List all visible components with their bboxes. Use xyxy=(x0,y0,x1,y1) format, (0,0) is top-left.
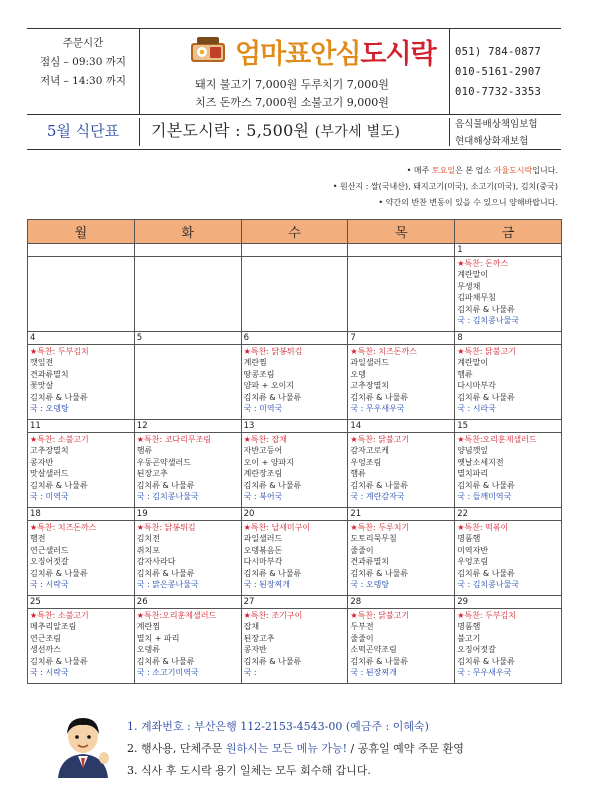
soup-item: 국 : 시락국 xyxy=(30,580,69,590)
soup-item: 국 : 맑은콩나물국 xyxy=(136,580,199,590)
side-dish: 생선까스 xyxy=(30,645,61,655)
side-dish: 오징어젓갈 xyxy=(30,557,69,567)
phone-numbers xyxy=(455,42,565,102)
container-return-note: 3. 식사 후 도시락 용기 일체는 모두 회수해 갑니다. xyxy=(127,764,371,777)
side-dish: 오뎅 xyxy=(350,369,366,379)
bank-account: 1. 계좌번호 : 부산은행 112-2153-4543-00 (예금주 : 이혜숙) xyxy=(127,720,429,733)
menu-cell xyxy=(134,345,241,420)
side-dish: 김치류 & 나물류 xyxy=(457,480,515,490)
day-number: 4 xyxy=(28,332,135,345)
side-dish: 자반고등어 xyxy=(243,446,283,456)
side-dish: 잡채 xyxy=(243,622,260,632)
side-dish: 오뎅류 xyxy=(136,645,160,655)
soup-item: 국 : 미역국 xyxy=(30,492,69,502)
side-dish: 김치류 & 나물류 xyxy=(30,480,88,490)
special-dish: ★특찬: 소불고기 xyxy=(30,611,89,620)
side-dish: 옛날소세지전 xyxy=(457,457,504,467)
notice-origin: • 원산지 : 쌀(국내산), 돼지고기(미국), 소고기(미국), 김치(중국) xyxy=(332,182,558,191)
side-dish: 쥐치포 xyxy=(136,545,160,555)
lunch-deadline: 점심 – 09:30 까지 xyxy=(39,56,127,68)
dinner-deadline: 저녁 – 14:30 까지 xyxy=(39,75,127,87)
menu-cell xyxy=(28,257,135,332)
day-number: 29 xyxy=(455,596,562,609)
day-number: 28 xyxy=(348,596,455,609)
notice-text: • 매주 xyxy=(406,166,432,175)
side-dish: 김치류 & 나물류 xyxy=(136,656,195,666)
day-number-row xyxy=(28,332,562,345)
special-dish: ★특찬: 돈까스 xyxy=(457,259,509,268)
day-number: 27 xyxy=(241,596,348,609)
menu-cell xyxy=(28,521,135,596)
menu-row xyxy=(28,521,562,596)
insurance-info xyxy=(455,116,565,150)
side-dish: 과일샐러드 xyxy=(350,358,390,368)
notice-highlight: 자율도시락 xyxy=(493,166,533,175)
side-dish: 두부전 xyxy=(350,622,374,632)
side-dish: 김치류 & 나물류 xyxy=(350,568,409,578)
side-dish: 깻잎전 xyxy=(30,358,54,368)
base-price xyxy=(151,118,441,141)
special-dish: ★특찬: 두루치기 xyxy=(350,523,410,532)
notice-text: 은 본 업소 xyxy=(455,166,494,175)
insurance-line-1: 음식물배상책임보험 xyxy=(455,119,538,130)
menu-cell xyxy=(348,609,455,684)
soup-item: 국 : 시락국 xyxy=(30,668,69,678)
side-dish: 계란찜 xyxy=(243,358,267,368)
day-number: 14 xyxy=(348,420,455,433)
day-number: 22 xyxy=(455,508,562,521)
side-dish: 꽃맛살 xyxy=(30,381,54,391)
soup-item: 국 : 미역국 xyxy=(243,404,283,414)
insurance-line-2: 현대해상화재보험 xyxy=(455,136,529,147)
day-number xyxy=(28,244,135,257)
side-dish: 계란말이 xyxy=(457,358,489,368)
side-dish: 오이 + 양파지 xyxy=(243,457,295,467)
special-dish: ★특찬:오리훈제샐러드 xyxy=(136,611,217,620)
side-dish: 햄류 xyxy=(457,369,473,379)
soup-item: 국 : 무우새우국 xyxy=(350,404,405,414)
special-dish: ★특찬: 닭불고기 xyxy=(457,347,516,356)
brand-name xyxy=(235,32,436,71)
side-dish: 김치류 & 나물류 xyxy=(30,392,88,402)
weekday-header: 수 xyxy=(241,220,348,244)
menu-cell xyxy=(28,609,135,684)
side-dish: 맛살샐러드 xyxy=(30,469,69,479)
brand-logo xyxy=(189,32,449,72)
header xyxy=(27,28,561,150)
day-number: 11 xyxy=(28,420,135,433)
phone-2: 010-5161-2907 xyxy=(455,66,542,78)
price-line-1: 돼지 불고기 7,000원 두루치기 7,000원 xyxy=(195,78,389,91)
side-dish: 연근샐러드 xyxy=(30,545,69,555)
vat-note: (부가세 별도) xyxy=(314,124,401,140)
side-dish: 소떡곤약조림 xyxy=(350,645,397,655)
month-title: 5월 식단표 xyxy=(46,122,120,140)
phone-1: 051) 784-0877 xyxy=(455,46,542,58)
menu-cell xyxy=(241,257,348,332)
group-order-text: 2. 행사용, 단체주문 xyxy=(127,742,226,755)
side-dish: 멸치파리 xyxy=(457,469,489,479)
day-number xyxy=(241,244,348,257)
side-dish: 감자고로케 xyxy=(350,446,390,456)
day-number: 13 xyxy=(241,420,348,433)
day-number: 7 xyxy=(348,332,455,345)
menu-cell xyxy=(134,609,241,684)
menu-cell xyxy=(134,257,241,332)
day-number: 20 xyxy=(241,508,348,521)
phone-3: 010-7732-3353 xyxy=(455,86,542,98)
special-dish: ★특찬: 치즈돈까스 xyxy=(30,523,97,532)
side-dish: 김치류 & 나물류 xyxy=(243,568,302,578)
brand-name-suffix: 도시락 xyxy=(360,39,436,70)
menu-cell xyxy=(241,345,348,420)
soup-item: 국 : 김치콩나물국 xyxy=(457,580,520,590)
special-dish: ★특찬: 코다리무조림 xyxy=(136,435,212,444)
special-dish: ★특찬: 닭불고기 xyxy=(350,435,410,444)
side-dish: 줄줄이 xyxy=(350,545,374,555)
menu-cell xyxy=(241,609,348,684)
menu-cell xyxy=(455,609,562,684)
day-number: 18 xyxy=(28,508,135,521)
side-dish: 명품햄 xyxy=(457,534,481,544)
side-dish: 햄류 xyxy=(350,469,366,479)
notice-variation: • 약간의 반찬 변동이 있을 수 있으니 양해바랍니다. xyxy=(378,198,558,207)
soup-item: 국 : 들깨미역국 xyxy=(457,492,512,502)
soup-item: 국 : 소고기미역국 xyxy=(136,668,199,678)
side-dish: 햄류 xyxy=(136,446,153,456)
brand-name-mid: 안심 xyxy=(310,39,361,70)
side-dish: 김치류 & 나물류 xyxy=(243,392,302,402)
soup-item: 국 : 계란감자국 xyxy=(350,492,405,502)
day-number: 15 xyxy=(455,420,562,433)
side-dish: 김치류 & 나물류 xyxy=(457,656,515,666)
menu-cell xyxy=(134,433,241,508)
menu-row xyxy=(28,433,562,508)
menu-row xyxy=(28,257,562,332)
side-dish: 된장고추 xyxy=(136,469,168,479)
day-number: 21 xyxy=(348,508,455,521)
menu-cell xyxy=(348,433,455,508)
side-dish: 메추리알조림 xyxy=(30,622,77,632)
day-number xyxy=(348,244,455,257)
day-number: 1 xyxy=(455,244,562,257)
day-number: 5 xyxy=(134,332,241,345)
side-dish: 견과류멸치 xyxy=(350,557,390,567)
side-dish: 햄전 xyxy=(30,534,46,544)
side-dish: 김치류 & 나물류 xyxy=(350,656,409,666)
side-dish: 된장고추 xyxy=(243,633,275,643)
side-dish: 땅콩조림 xyxy=(243,369,275,379)
side-dish: 김치류 & 나물류 xyxy=(350,480,409,490)
menu-cell xyxy=(455,345,562,420)
day-number: 25 xyxy=(28,596,135,609)
notice-saturday xyxy=(333,163,558,179)
special-dish: ★특찬: 소불고기 xyxy=(30,435,89,444)
side-dish: 김치전 xyxy=(136,534,160,544)
menu-cell xyxy=(455,257,562,332)
month-divider xyxy=(139,118,140,146)
menu-cell xyxy=(348,345,455,420)
side-dish: 김치류 & 나물류 xyxy=(30,568,88,578)
side-dish: 콩자반 xyxy=(30,457,54,467)
day-number: 12 xyxy=(134,420,241,433)
menu-cell xyxy=(241,433,348,508)
side-dish: 미역자반 xyxy=(457,545,489,555)
side-dish: 과일샐러드 xyxy=(243,534,283,544)
group-order-highlight: 원하시는 모든 메뉴 가능! xyxy=(225,742,348,755)
soup-item: 국 : 무우새우국 xyxy=(457,668,512,678)
waving-person-icon xyxy=(52,712,114,778)
day-number-row xyxy=(28,244,562,257)
soup-item: 국 : 북어국 xyxy=(243,492,283,502)
menu-cell xyxy=(134,521,241,596)
special-dish: ★특찬: 두부김치 xyxy=(30,347,89,356)
weekday-header: 금 xyxy=(455,220,562,244)
side-dish: 불고기 xyxy=(457,633,481,643)
special-dish: ★특찬: 닭봉튀김 xyxy=(136,523,196,532)
side-dish: 오뎅볶음돈 xyxy=(243,545,283,555)
side-dish: 다시마부각 xyxy=(457,381,496,391)
special-dish: ★특찬: 잡채 xyxy=(243,435,287,444)
soup-item: 국 : 된장찌개 xyxy=(350,668,397,678)
menu-row xyxy=(28,609,562,684)
base-price-text: 기본도시락 : 5,500원 xyxy=(151,121,310,140)
day-number-row xyxy=(28,420,562,433)
side-dish: 멸치 + 파리 xyxy=(136,633,180,643)
order-hours-title: 주문시간 xyxy=(62,37,104,49)
side-dish: 양파 + 오이지 xyxy=(243,381,295,391)
calendar-body xyxy=(28,244,562,684)
menu-calendar xyxy=(27,219,562,684)
special-dish: ★특찬: 조기구이 xyxy=(243,611,303,620)
special-dish: ★특찬: 닭불고기 xyxy=(350,611,410,620)
weekday-header: 월 xyxy=(28,220,135,244)
menu-cell xyxy=(28,433,135,508)
side-dish: 김치류 & 나물류 xyxy=(457,568,515,578)
soup-item: 국 : xyxy=(243,668,257,678)
header-divider-right xyxy=(449,28,450,114)
header-top-rule xyxy=(27,28,561,29)
side-dish: 양념깻잎 xyxy=(457,446,489,456)
weekday-header: 목 xyxy=(348,220,455,244)
side-dish: 다시마부각 xyxy=(243,557,283,567)
lunchbox-icon xyxy=(189,35,229,65)
weekday-header: 화 xyxy=(134,220,241,244)
menu-cell xyxy=(28,345,135,420)
side-dish: 우엉조림 xyxy=(350,457,382,467)
group-order-note xyxy=(127,738,464,760)
footer-info xyxy=(127,716,464,782)
side-dish: 오징어젓갈 xyxy=(457,645,496,655)
side-dish: 계란말이 xyxy=(457,270,489,280)
soup-item: 국 : 시라국 xyxy=(457,404,496,414)
day-number xyxy=(134,244,241,257)
side-dish: 우엉조림 xyxy=(457,557,489,567)
side-dish: 도토리묵무침 xyxy=(350,534,397,544)
side-dish: 고추장멸치 xyxy=(30,446,69,456)
soup-item: 국 : 된장찌개 xyxy=(243,580,291,590)
day-number-row xyxy=(28,508,562,521)
day-number: 6 xyxy=(241,332,348,345)
side-dish: 콩자반 xyxy=(243,645,267,655)
group-order-text: / 공휴일 예약 주문 환영 xyxy=(347,742,464,755)
day-number: 19 xyxy=(134,508,241,521)
special-dish: ★특찬: 치즈돈까스 xyxy=(350,347,417,356)
side-dish: 김치류 & 나물류 xyxy=(136,568,195,578)
special-prices xyxy=(147,76,437,112)
menu-cell xyxy=(455,433,562,508)
header-divider-left xyxy=(139,28,140,114)
side-dish: 김치류 & 나물류 xyxy=(457,304,515,314)
soup-item: 국 : 오뎅탕 xyxy=(30,404,69,414)
side-dish: 김치류 & 나물류 xyxy=(457,392,515,402)
side-dish: 계란장조림 xyxy=(243,469,283,479)
side-dish: 김치류 & 나물류 xyxy=(243,656,302,666)
brand-name-prefix: 엄마표 xyxy=(235,39,311,70)
side-dish: 김치류 & 나물류 xyxy=(136,480,195,490)
menu-cell xyxy=(348,521,455,596)
special-dish: ★특찬: 닭봉튀김 xyxy=(243,347,303,356)
notice-highlight: 토요일 xyxy=(431,166,456,175)
menu-row xyxy=(28,345,562,420)
menu-cell xyxy=(455,521,562,596)
menu-cell xyxy=(348,257,455,332)
notice-text: 입니다. xyxy=(532,166,558,175)
insurance-divider xyxy=(449,118,450,146)
side-dish: 줄줄이 xyxy=(350,633,374,643)
day-number: 8 xyxy=(455,332,562,345)
day-number: 26 xyxy=(134,596,241,609)
soup-item: 국 : 오뎅탕 xyxy=(350,580,390,590)
side-dish: 김파채무침 xyxy=(457,293,496,303)
day-number-row xyxy=(28,596,562,609)
notice-list xyxy=(333,163,558,211)
special-dish: ★특찬: 납새미구이 xyxy=(243,523,311,532)
side-dish: 명품햄 xyxy=(457,622,481,632)
menu-cell xyxy=(241,521,348,596)
soup-item: 국 : 김치콩나물국 xyxy=(136,492,199,502)
soup-item: 국 : 김치콩나물국 xyxy=(457,316,520,326)
side-dish: 우동곤약샐러드 xyxy=(136,457,191,467)
side-dish: 무생채 xyxy=(457,281,481,291)
weekday-header-row xyxy=(28,220,562,244)
order-hours xyxy=(27,34,139,91)
side-dish: 고추장멸치 xyxy=(350,381,390,391)
side-dish: 김치류 & 나물류 xyxy=(350,392,409,402)
side-dish: 김치류 & 나물류 xyxy=(243,480,302,490)
special-dish: ★특찬:오리훈제샐러드 xyxy=(457,435,537,444)
price-line-2: 치즈 돈까스 7,000원 소불고기 9,000원 xyxy=(195,96,389,109)
side-dish: 계란찜 xyxy=(136,622,160,632)
side-dish: 견과류멸치 xyxy=(30,369,69,379)
side-dish: 김치류 & 나물류 xyxy=(30,656,88,666)
special-dish: ★특찬: 두부김치 xyxy=(457,611,516,620)
side-dish: 감자사라다 xyxy=(136,557,176,567)
special-dish: ★특찬: 떡볶이 xyxy=(457,523,509,532)
side-dish: 연근조림 xyxy=(30,633,61,643)
header-mid-rule xyxy=(27,114,561,115)
